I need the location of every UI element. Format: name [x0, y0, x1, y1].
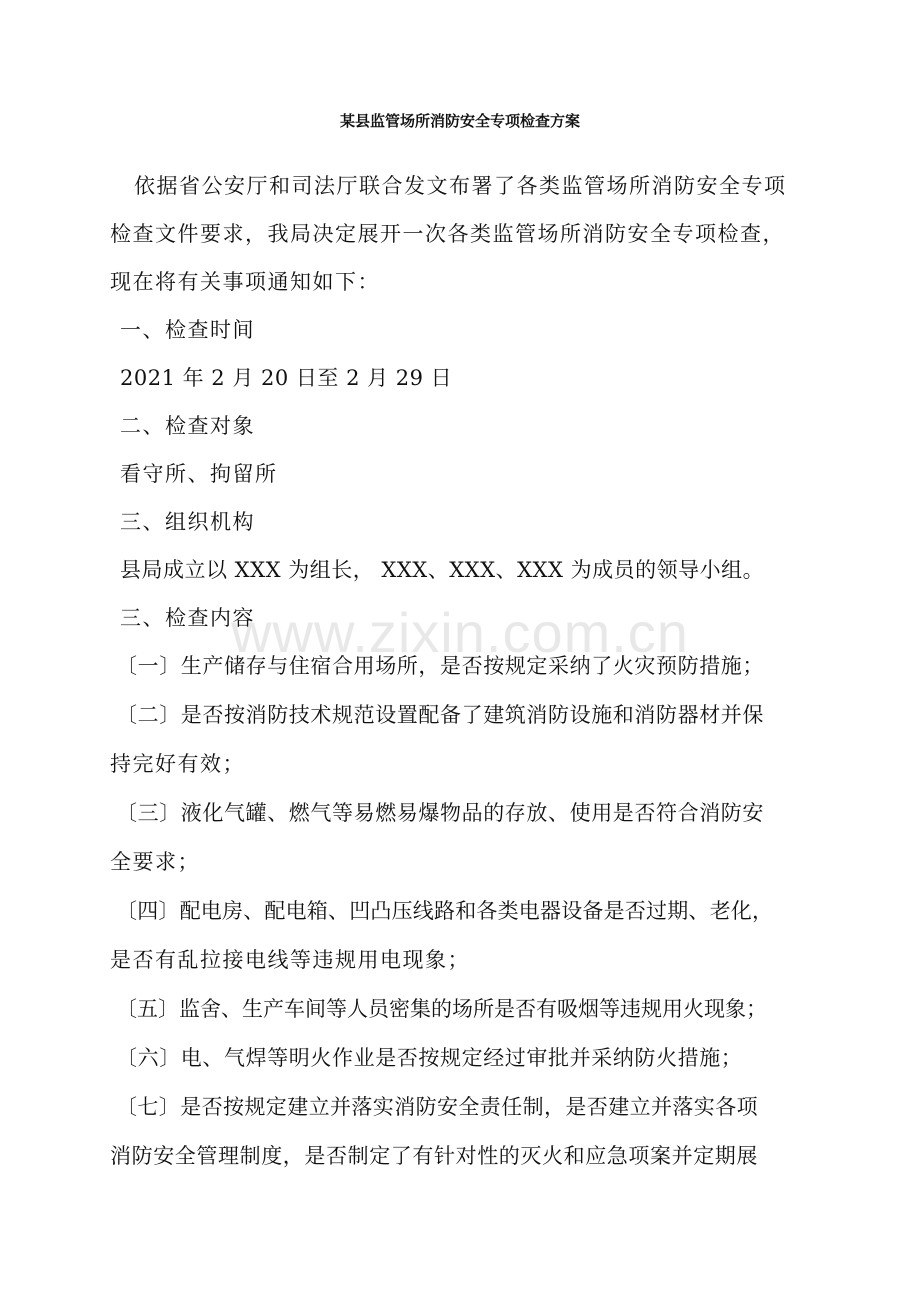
item-line-4: 〔三〕液化气罐、燃气等易燃易爆物品的存放、使用是否符合消防安	[116, 801, 764, 825]
document-title: 某县监管场所消防安全专项检查方案	[339, 112, 580, 130]
intro-line-3: 现在将有关事项通知如下：	[110, 270, 380, 294]
section-org-heading: 三、组织机构	[120, 510, 255, 534]
item-line-5: 全要求；	[110, 850, 200, 874]
section-content-heading: 三、检查内容	[120, 606, 255, 630]
watermark: www.zixin.com.cn	[231, 601, 689, 664]
item-line-6: 〔四〕配电房、配电箱、凹凸压线路和各类电器设备是否过期、老化，	[116, 899, 774, 923]
section-org-value: 县局成立以 XXX 为组长， XXX、XXX、XXX 为成员的领导小组。	[120, 558, 765, 582]
item-line-10: 〔七〕是否按规定建立并落实消防安全责任制，是否建立并落实各项	[116, 1095, 758, 1119]
intro-line-2: 检查文件要求，我局决定展开一次各类监管场所消防安全专项检查，	[110, 222, 785, 246]
section-time-heading: 一、检查时间	[120, 318, 255, 342]
item-line-7: 是否有乱拉接电线等违规用电现象；	[110, 948, 470, 972]
item-line-11: 消防安全管理制度，是否制定了有针对性的灭火和应急项案并定期展	[110, 1144, 758, 1168]
section-target-value: 看守所、拘留所	[120, 462, 278, 486]
item-line-2: 〔二〕是否按消防技术规范设置配备了建筑消防设施和消防器材并保	[116, 703, 764, 727]
item-line-1: 〔一〕生产储存与住宿合用场所，是否按规定采纳了火灾预防措施；	[116, 654, 764, 678]
item-line-9: 〔六〕电、气焊等明火作业是否按规定经过审批并采纳防火措施；	[116, 1046, 743, 1070]
section-time-value: 2021 年 2 月 20 日至 2 月 29 日	[120, 366, 453, 390]
intro-line-1: 依据省公安厅和司法厅联合发文布署了各类监管场所消防安全专项	[134, 174, 787, 198]
item-line-3: 持完好有效；	[110, 752, 245, 776]
item-line-8: 〔五〕监舍、生产车间等人员密集的场所是否有吸烟等违规用火现象；	[116, 997, 767, 1021]
section-target-heading: 二、检查对象	[120, 414, 255, 438]
